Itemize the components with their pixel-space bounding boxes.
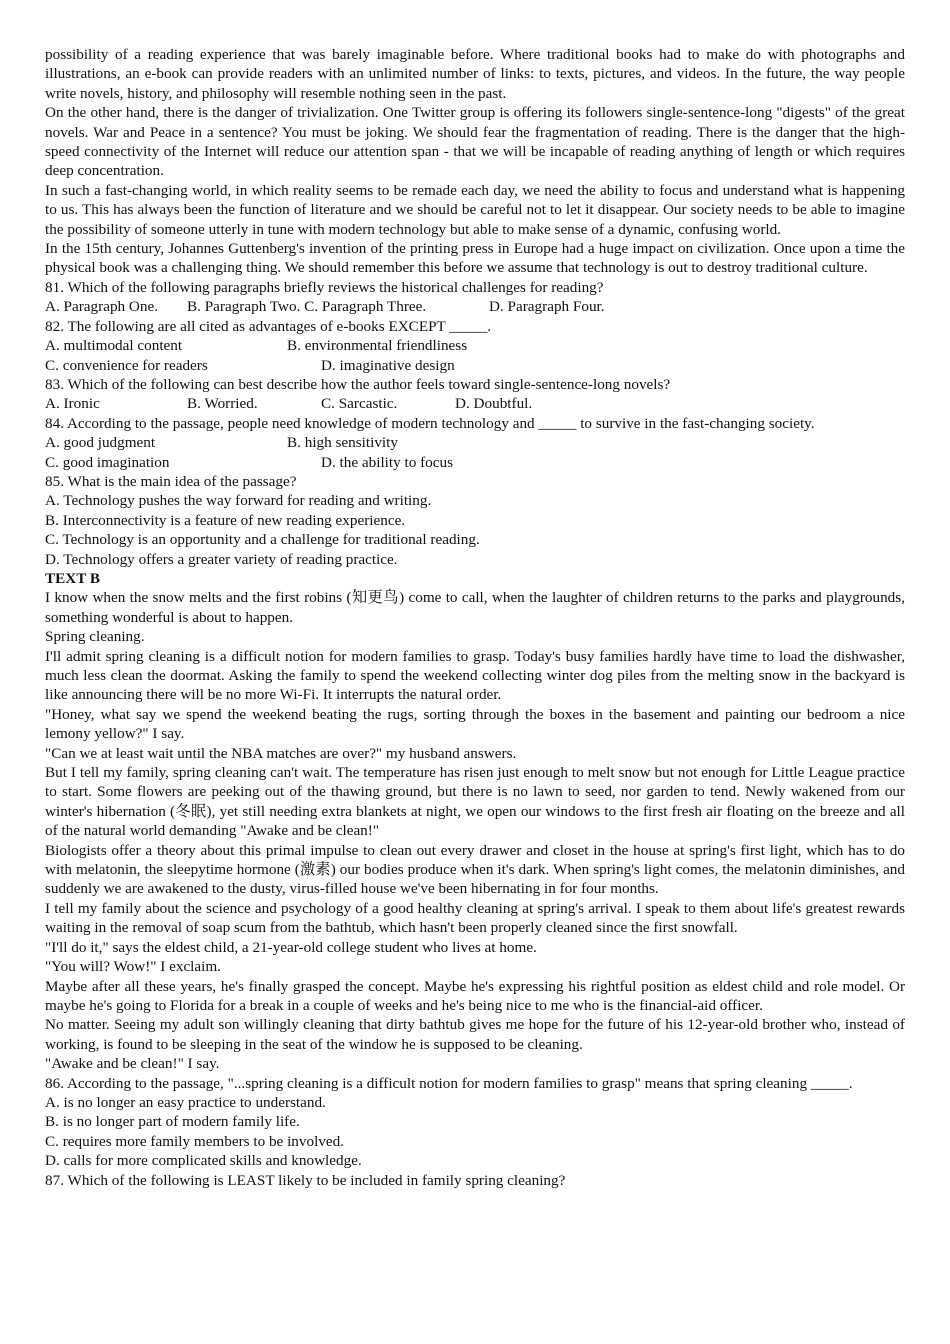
text-b-paragraph-3: I'll admit spring cleaning is a difficult notion for modern families to grasp. Today's busy families hardly have time to load the dishwasher, much less clean the doormat. Asking the family to spend the weekend collecting winter dog piles from the melting snow in the backyard is like announcing there will be no more Wi-Fi. It interrupts the natural order. (45, 647, 905, 704)
question-86-stem: 86. According to the passage, "...spring cleaning is a difficult notion for modern families to grasp" means that spring cleaning _____. (45, 1074, 853, 1092)
question-84-option-c: C. good imagination (45, 453, 170, 471)
question-81-options (45, 297, 905, 316)
question-84-options-row1 (45, 433, 905, 452)
text-b-paragraph-5: "Can we at least wait until the NBA matches are over?" my husband answers. (45, 744, 517, 762)
text-b-paragraph-10: "You will? Wow!" I exclaim. (45, 958, 221, 976)
question-83-options (45, 394, 905, 413)
question-86-option-b: B. is no longer part of modern family life. (45, 1113, 300, 1131)
question-84-options-row2 (45, 453, 905, 472)
question-83-option-d: D. Doubtful. (455, 395, 533, 413)
question-82-stem: 82. The following are all cited as advantages of e-books EXCEPT _____. (45, 317, 492, 335)
question-82-option-a: A. multimodal content (45, 337, 183, 355)
text-b-paragraph-8: I tell my family about the science and psychology of a good healthy cleaning at spring's arrival. I speak to them about life's greatest rewards waiting in the removal of soap scum from the bathtub, which hasn't been properly cleaned since the first snowfall. (45, 899, 905, 937)
passage-a-paragraph-1: possibility of a reading experience that was barely imaginable before. Where traditional books had to make do with photographs and illustrations, an e-book can provide readers with an unlimited number of links: to texts, pictures, and videos. In the future, the way people write novels, history, and philosophy will resemble nothing seen in the past. (45, 46, 905, 102)
question-81-stem: 81. Which of the following paragraphs briefly reviews the historical challenges for reading? (45, 278, 604, 296)
question-86-option-c: C. requires more family members to be involved. (45, 1132, 345, 1150)
question-82-option-b: B. environmental friendliness (287, 337, 468, 355)
text-b-heading: TEXT B (45, 569, 101, 587)
exam-page (45, 45, 905, 1190)
question-81-option-d: D. Paragraph Four. (489, 298, 605, 316)
text-b-paragraph-6: But I tell my family, spring cleaning can't wait. The temperature has risen just enough to melt snow but not enough for Little League practice to start. Some flowers are peeking out of the thawing ground, but there is no lawn to seed, nor garden to tend. Newly wakened from our winter's hibernation (冬眠), yet still needing extra blankets at night, we open our windows to the first fresh air floating on the breeze and all of the natural world demanding "Awake and be clean!" (45, 764, 905, 840)
text-b-paragraph-1: I know when the snow melts and the first robins (知更鸟) come to call, when the laughter of children returns to the parks and playgrounds, something wonderful is about to happen. (45, 589, 905, 626)
question-81-option-a: A. Paragraph One. (45, 298, 159, 316)
question-85-option-d: D. Technology offers a greater variety of reading practice. (45, 550, 398, 568)
question-86-option-a: A. is no longer an easy practice to understand. (45, 1093, 326, 1111)
question-83-stem: 83. Which of the following can best describe how the author feels toward single-sentence-long novels? (45, 375, 671, 393)
question-84-option-a: A. good judgment (45, 434, 156, 452)
question-82-options-row2 (45, 356, 905, 375)
question-84-option-d: D. the ability to focus (321, 453, 454, 471)
text-b-paragraph-13: "Awake and be clean!" I say. (45, 1055, 220, 1073)
question-87-stem: 87. Which of the following is LEAST likely to be included in family spring cleaning? (45, 1171, 566, 1189)
question-83-option-b: B. Worried. (187, 395, 258, 413)
question-86-option-d: D. calls for more complicated skills and knowledge. (45, 1152, 362, 1170)
text-b-paragraph-4: "Honey, what say we spend the weekend beating the rugs, sorting through the boxes in the basement and painting our bedroom a nice lemony yellow?" I say. (45, 705, 905, 743)
text-b-paragraph-9: "I'll do it," says the eldest child, a 21-year-old college student who lives at home. (45, 938, 537, 956)
question-82-options-row1 (45, 336, 905, 355)
question-84-option-b: B. high sensitivity (287, 434, 398, 452)
question-85-option-b: B. Interconnectivity is a feature of new reading experience. (45, 511, 406, 529)
question-82-option-d: D. imaginative design (321, 356, 455, 374)
text-b-paragraph-2: Spring cleaning. (45, 628, 145, 646)
question-85-stem: 85. What is the main idea of the passage? (45, 472, 297, 490)
text-b-paragraph-11: Maybe after all these years, he's finally grasped the concept. Maybe he's expressing his rightful position as eldest child and role model. Or maybe he's going to Florida for a break in a couple of weeks and he's being nice to me who is the financial-aid officer. (45, 977, 905, 1014)
question-85-option-c: C. Technology is an opportunity and a challenge for traditional reading. (45, 531, 480, 549)
text-b-paragraph-7: Biologists offer a theory about this primal impulse to clean out every drawer and closet in the house at spring's first light, which has to do with melatonin, the sleepytime hormone (激素) our bodies produce when it's dark. When spring's light comes, the melatonin diminishes, and suddenly we are awakened to the dusty, virus-filled house we've been hibernating in for four months. (45, 841, 905, 898)
passage-a-paragraph-3: In such a fast-changing world, in which reality seems to be remade each day, we need the ability to focus and understand what is happening to us. This has always been the function of literature and we should be careful not to let it disappear. Our society needs to be able to imagine the possibility of someone utterly in tune with modern technology but able to make sense of a dynamic, confusing world. (45, 181, 905, 238)
question-82-option-c: C. convenience for readers (45, 356, 208, 374)
question-83-option-a: A. Ironic (45, 395, 100, 413)
question-81-option-bc: B. Paragraph Two. C. Paragraph Three. (187, 298, 427, 316)
question-84-stem: 84. According to the passage, people need knowledge of modern technology and _____ to survive in the fast-changing society. (45, 414, 815, 432)
passage-a-paragraph-4: In the 15th century, Johannes Guttenberg's invention of the printing press in Europe had a huge impact on civilization. Once upon a time the physical book was a challenging thing. We should remember this before we assume that technology is out to destroy traditional culture. (45, 240, 905, 277)
question-85-option-a: A. Technology pushes the way forward for reading and writing. (45, 492, 432, 510)
text-b-paragraph-12: No matter. Seeing my adult son willingly cleaning that dirty bathtub gives me hope for the future of his 12-year-old brother who, instead of working, is found to be sleeping in the seat of the window he is supposed to be cleaning. (45, 1016, 905, 1053)
question-83-option-c: C. Sarcastic. (321, 395, 398, 413)
passage-a-paragraph-2: On the other hand, there is the danger of trivialization. One Twitter group is offering its followers single-sentence-long "digests" of the great novels. War and Peace in a sentence? You must be joking. We should fear the fragmentation of reading. There is the danger that the high-speed connectivity of the Internet will reduce our attention span - that we will be incapable of reading anything of length or which requires deep concentration. (45, 104, 905, 180)
